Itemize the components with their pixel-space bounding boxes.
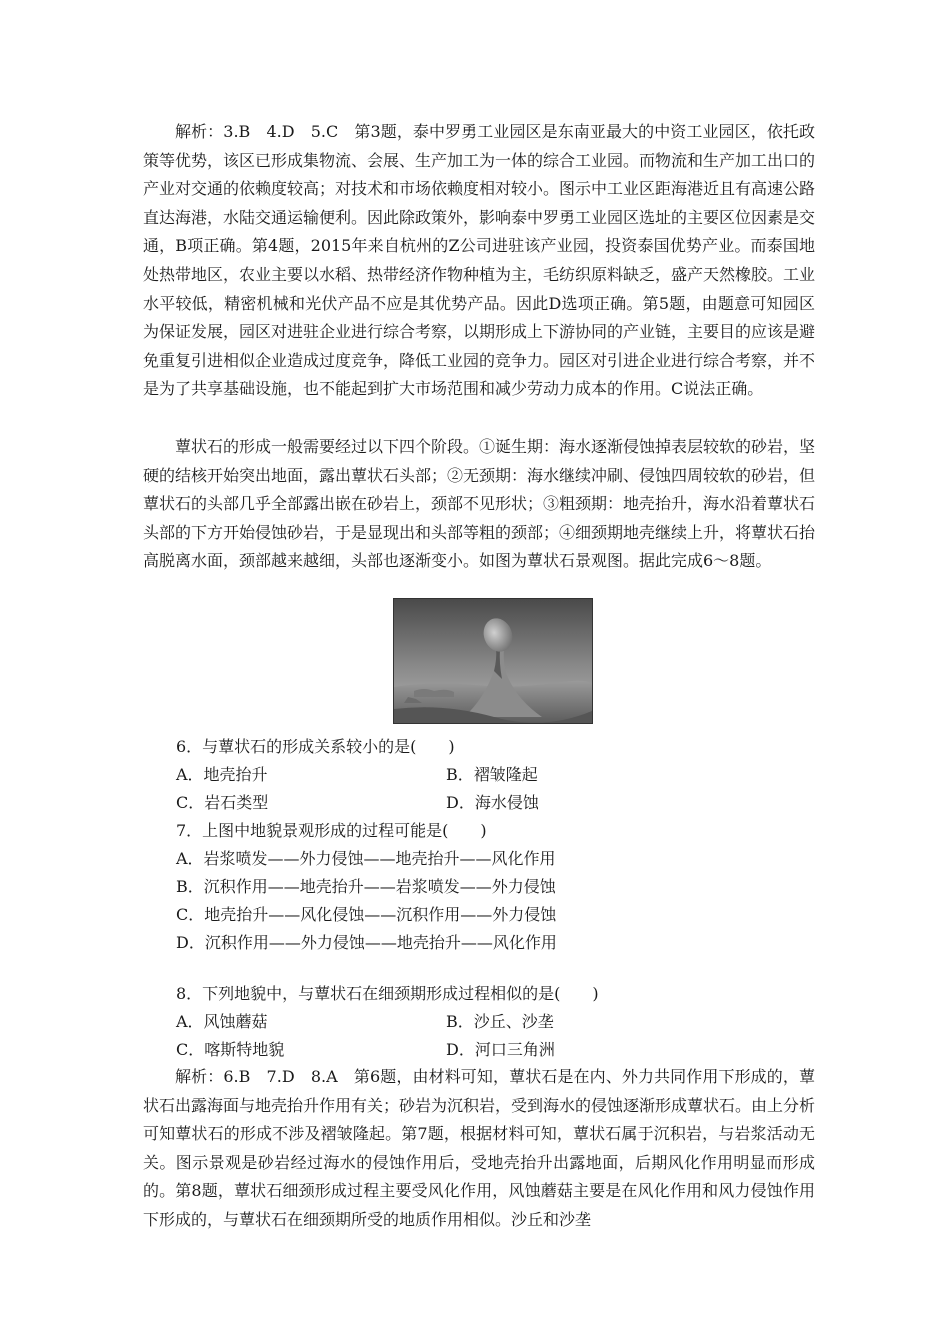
analysis-3-5: 解析：3.B 4.D 5.C 第3题，泰中罗勇工业园区是东南亚最大的中资工业园区，依托政策等优势，该区已形成集物流、会展、生产加工为一体的综合工业园。而物流和生产加工出口的产业对交通的依赖度较高；对技术和市场依赖度相对较小。图示中工业区距海港近且有高速公路直达海港，水陆交通运输便利。因此除政策外，影响泰中罗勇工业园区选址的主要区位因素是交通，B项正确。第4题，2015年来自杭州的Z公司进驻该产业园，投资泰国优势产业。而泰国地处热带地区，农业主要以水稻、热带经济作物种植为主，毛纺织原料缺乏，盛产天然橡胶。工业水平较低，精密机械和光伏产品不应是其优势产品。因此D选项正确。第5题，由题意可知园区为保证发展，园区对进驻企业进行综合考察，以期形成上下游协同的产业链，主要目的应该是避免重复引进相似企业造成过度竞争，降低工业园的竞争力。园区对引进企业进行综合考察，并不是为了共享基础设施，也不能起到扩大市场范围和减少劳动力成本的作用。C说法正确。 [143,122,816,399]
analysis-6-8: 解析：6.B 7.D 8.A 第6题，由材料可知，蕈状石是在内、外力共同作用下形成的，蕈状石出露海面与地壳抬升作用有关；砂岩为沉积岩，受到海水的侵蚀逐渐形成蕈状石。由上分析可知蕈状石的形成不涉及褶皱隆起。第7题，根据材料可知，蕈状石属于沉积岩，与岩浆活动无关。图示景观是砂岩经过海水的侵蚀作用后，受地壳抬升出露地面，后期风化作用明显而形成的。第8题，蕈状石细颈形成过程主要受风化作用，风蚀蘑菇主要是在风化作用和风力侵蚀作用下形成的，与蕈状石在细颈期所受的地质作用相似。沙丘和沙垄 [143,1067,816,1229]
q8-option-a: A．风蚀蘑菇 [176,1012,268,1031]
q8-stem: 8．下列地貌中，与蕈状石在细颈期形成过程相似的是( ) [176,984,599,1003]
material-paragraph: 蕈状石的形成一般需要经过以下四个阶段。①诞生期：海水逐渐侵蚀掉表层较软的砂岩，坚硬的结核开始突出地面，露出蕈状石头部；②无颈期：海水继续冲刷、侵蚀四周较软的砂岩，但蕈状石的头部几乎全部露出嵌在砂岩上，颈部不见形状；③粗颈期：地壳抬升，海水沿着蕈状石头部的下方开始侵蚀砂岩，于是显现出和头部等粗的颈部；④细颈期地壳继续上升，将蕈状石抬高脱离水面，颈部越来越细，头部也逐渐变小。如图为蕈状石景观图。据此完成6～8题。 [143,437,816,571]
q8-option-b: B．沙丘、沙垄 [446,1012,554,1031]
q6-option-b: B．褶皱隆起 [446,765,538,784]
q6-option-a: A．地壳抬升 [176,765,268,784]
q7-option-b: B．沉积作用——地壳抬升——岩浆喷发——外力侵蚀 [176,877,556,896]
mushroom-rock-photo [393,598,593,724]
q6-stem: 6．与蕈状石的形成关系较小的是( ) [176,737,455,756]
q6-option-d: D．海水侵蚀 [446,793,539,812]
q8-option-d: D．河口三角洲 [446,1040,555,1059]
q7-option-a: A．岩浆喷发——外力侵蚀——地壳抬升——风化作用 [176,849,556,868]
q6-option-c: C．岩石类型 [176,793,269,812]
q7-option-d: D．沉积作用——外力侵蚀——地壳抬升——风化作用 [176,933,557,952]
q7-stem: 7．上图中地貌景观形成的过程可能是( ) [176,821,487,840]
q7-option-c: C．地壳抬升——风化侵蚀——沉积作用——外力侵蚀 [176,905,557,924]
q8-option-c: C．喀斯特地貌 [176,1040,285,1059]
